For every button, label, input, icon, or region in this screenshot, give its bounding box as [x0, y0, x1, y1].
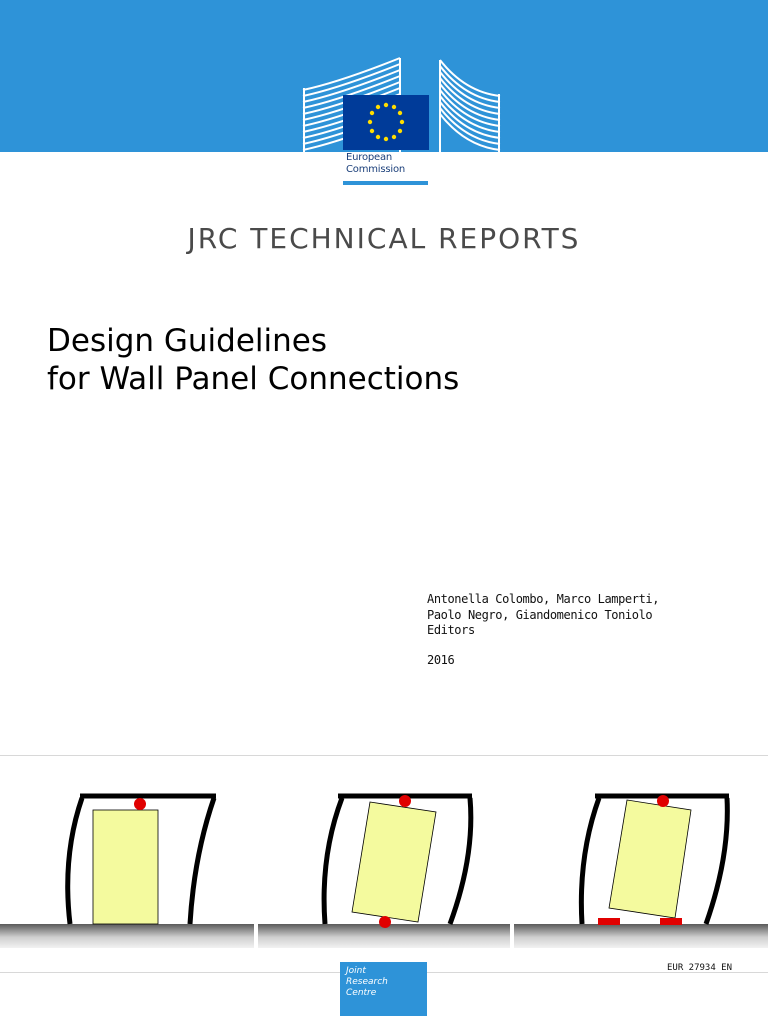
editors-line2: Paolo Negro, Giandomenico Toniolo	[427, 607, 653, 622]
report-title	[47, 322, 459, 398]
wall-panel-connection-diagrams-icon	[0, 756, 768, 972]
editors-line1: Antonella Colombo, Marco Lamperti,	[427, 592, 660, 606]
title-line2: for Wall Panel Connections	[47, 361, 460, 397]
jrc-line2: Research	[346, 977, 388, 987]
european-commission-label	[346, 152, 430, 176]
publication-year: 2016	[427, 652, 455, 667]
series-title: JRC TECHNICAL REPORTS	[187, 222, 581, 255]
jrc-logo	[340, 962, 427, 1016]
title-line1: Design Guidelines	[47, 323, 328, 359]
editors-role: Editors	[427, 623, 475, 637]
jrc-line3: Centre	[346, 988, 377, 998]
org-name-line2: Commission	[346, 164, 406, 175]
org-name-line1: European	[346, 152, 393, 163]
report-number: EUR 27934 EN	[667, 963, 733, 973]
jrc-line1: Joint	[346, 966, 366, 976]
cover-figure	[0, 755, 768, 973]
logo-underline	[343, 181, 428, 185]
editors-block	[427, 592, 659, 668]
